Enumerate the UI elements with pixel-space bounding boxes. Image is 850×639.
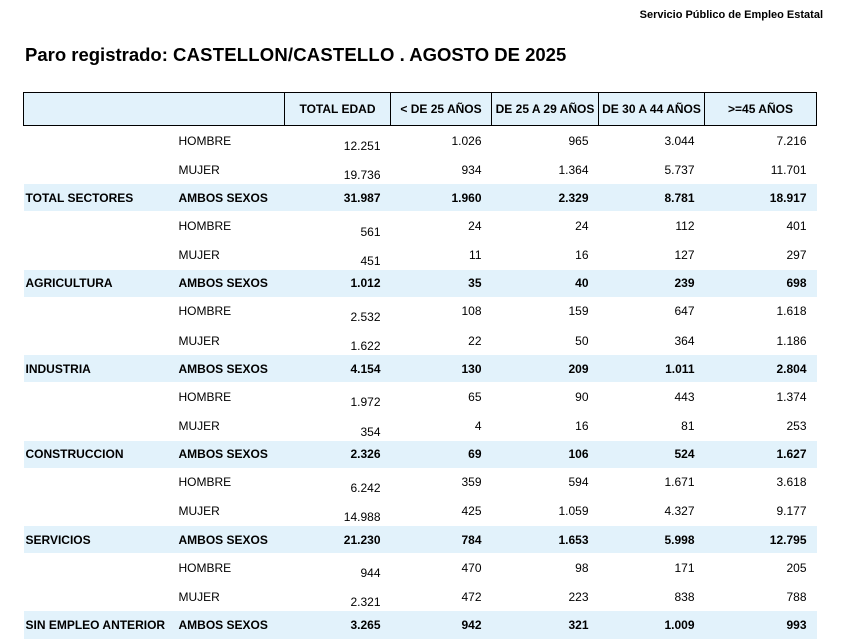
table-row — [24, 582, 817, 611]
cell-45-plus: 1.618 — [776, 304, 807, 319]
cell-25-29: 223 — [568, 589, 589, 604]
cell-30-44: 5.998 — [599, 526, 705, 553]
cell-25-29: 16 — [575, 248, 589, 263]
cell-under-25: 472 — [461, 589, 482, 604]
cell-under-25: 65 — [468, 389, 482, 404]
cell-total-edad: 354 — [360, 424, 381, 439]
cell-sex: HOMBRE — [178, 475, 232, 490]
cell-sex: HOMBRE — [178, 389, 232, 404]
cell-25-29: 98 — [575, 560, 589, 575]
cell-30-44: 647 — [674, 304, 695, 319]
cell-total-edad: 1.972 — [350, 395, 381, 410]
cell-30-44: 239 — [599, 270, 705, 297]
cell-under-25: 130 — [391, 355, 492, 382]
header-30-44: DE 30 A 44 AÑOS — [599, 93, 705, 126]
cell-sector — [24, 468, 175, 497]
cell-25-29: 965 — [568, 133, 589, 148]
cell-total-edad: 561 — [360, 224, 381, 239]
cell-30-44: 127 — [674, 248, 695, 263]
cell-30-44: 112 — [675, 218, 695, 233]
table-row — [24, 468, 817, 497]
cell-total-edad: 1.622 — [350, 339, 381, 354]
cell-sector: AGRICULTURA — [24, 270, 175, 297]
cell-total-edad: 2.321 — [350, 595, 381, 610]
cell-sex: AMBOS SEXOS — [175, 270, 285, 297]
header-total-edad: TOTAL EDAD — [285, 93, 391, 126]
cell-under-25: 1.026 — [451, 133, 482, 148]
cell-45-plus: 401 — [786, 218, 807, 233]
table-row — [24, 241, 817, 270]
cell-sex: MUJER — [178, 418, 220, 433]
cell-30-44: 1.671 — [664, 475, 695, 490]
cell-sector — [24, 155, 175, 184]
table-row-total — [24, 270, 817, 297]
cell-30-44: 3.044 — [664, 133, 695, 148]
cell-total-edad: 21.230 — [285, 526, 391, 553]
cell-25-29: 106 — [492, 441, 599, 468]
title-prefix: Paro registrado: — [25, 44, 174, 65]
cell-sector: INDUSTRIA — [24, 355, 175, 382]
cell-45-plus: 993 — [705, 611, 817, 638]
page-title — [25, 44, 566, 66]
table-row — [24, 553, 817, 582]
cell-total-edad: 6.242 — [350, 480, 381, 495]
cell-30-44: 5.737 — [664, 162, 695, 177]
cell-sex: AMBOS SEXOS — [175, 355, 285, 382]
cell-25-29: 90 — [575, 389, 589, 404]
cell-total-edad: 2.532 — [350, 309, 381, 324]
title-place: CASTELLON/CASTELLO — [173, 44, 395, 65]
cell-total-edad: 944 — [360, 566, 381, 581]
cell-30-44: 838 — [674, 589, 695, 604]
table-row — [24, 155, 817, 184]
table-row — [24, 126, 817, 156]
table-row — [24, 297, 817, 326]
cell-25-29: 40 — [492, 270, 599, 297]
cell-45-plus: 18.917 — [705, 184, 817, 211]
cell-under-25: 69 — [391, 441, 492, 468]
cell-45-plus: 1.186 — [776, 333, 807, 348]
header-sector — [24, 93, 175, 126]
cell-30-44: 364 — [674, 333, 695, 348]
cell-25-29: 24 — [575, 218, 589, 233]
cell-45-plus: 788 — [786, 589, 807, 604]
cell-total-edad: 12.251 — [343, 139, 381, 154]
cell-sector — [24, 326, 175, 355]
cell-25-29: 159 — [568, 304, 589, 319]
table-row-total — [24, 611, 817, 638]
cell-total-edad: 14.988 — [343, 509, 381, 524]
cell-total-edad: 4.154 — [285, 355, 391, 382]
table-body — [24, 126, 817, 639]
table-row-total — [24, 355, 817, 382]
cell-25-29: 321 — [492, 611, 599, 638]
cell-sex: MUJER — [178, 333, 220, 348]
cell-45-plus: 12.795 — [705, 526, 817, 553]
header-under-25: < DE 25 AÑOS — [391, 93, 492, 126]
header-25-29: DE 25 A 29 AÑOS — [492, 93, 599, 126]
cell-45-plus: 698 — [705, 270, 817, 297]
cell-sector: SIN EMPLEO ANTERIOR — [24, 611, 175, 638]
cell-total-edad: 451 — [360, 253, 381, 268]
cell-sector — [24, 297, 175, 326]
cell-total-edad: 1.012 — [285, 270, 391, 297]
cell-sector — [24, 411, 175, 440]
cell-total-edad: 19.736 — [343, 168, 381, 183]
cell-under-25: 4 — [474, 418, 482, 433]
cell-under-25: 470 — [461, 560, 482, 575]
cell-sector — [24, 241, 175, 270]
cell-45-plus: 2.804 — [705, 355, 817, 382]
cell-30-44: 1.009 — [599, 611, 705, 638]
cell-under-25: 1.960 — [391, 184, 492, 211]
cell-sex: HOMBRE — [178, 133, 232, 148]
cell-25-29: 1.364 — [558, 162, 589, 177]
table-row — [24, 211, 817, 240]
cell-under-25: 942 — [391, 611, 492, 638]
title-period: . AGOSTO DE 2025 — [394, 44, 567, 65]
cell-sector — [24, 126, 175, 156]
table-row — [24, 411, 817, 440]
cell-25-29: 209 — [492, 355, 599, 382]
cell-30-44: 81 — [681, 418, 695, 433]
cell-25-29: 2.329 — [492, 184, 599, 211]
header-sex — [175, 93, 285, 126]
cell-25-29: 1.059 — [558, 504, 589, 519]
cell-25-29: 594 — [568, 475, 589, 490]
cell-45-plus: 1.627 — [705, 441, 817, 468]
cell-30-44: 171 — [674, 560, 695, 575]
cell-total-edad: 2.326 — [285, 441, 391, 468]
cell-45-plus: 7.216 — [776, 133, 807, 148]
cell-sector — [24, 582, 175, 611]
cell-30-44: 524 — [599, 441, 705, 468]
table-row-total — [24, 526, 817, 553]
cell-total-edad: 3.265 — [285, 611, 391, 638]
cell-25-29: 1.653 — [492, 526, 599, 553]
cell-under-25: 108 — [461, 304, 482, 319]
cell-under-25: 35 — [391, 270, 492, 297]
cell-sex: MUJER — [178, 248, 220, 263]
cell-under-25: 934 — [461, 162, 482, 177]
cell-sector: TOTAL SECTORES — [24, 184, 175, 211]
cell-under-25: 359 — [461, 475, 482, 490]
cell-under-25: 425 — [461, 504, 482, 519]
cell-sex: MUJER — [178, 162, 220, 177]
cell-sector: CONSTRUCCION — [24, 441, 175, 468]
cell-sector: SERVICIOS — [24, 526, 175, 553]
cell-sex: MUJER — [178, 589, 220, 604]
table-row — [24, 382, 817, 411]
cell-sex: AMBOS SEXOS — [175, 441, 285, 468]
cell-45-plus: 9.177 — [776, 504, 807, 519]
cell-30-44: 4.327 — [664, 504, 695, 519]
table-row — [24, 326, 817, 355]
table-row-total — [24, 184, 817, 211]
cell-sex: HOMBRE — [178, 218, 232, 233]
cell-under-25: 784 — [391, 526, 492, 553]
cell-sex: AMBOS SEXOS — [175, 184, 285, 211]
cell-under-25: 24 — [468, 218, 482, 233]
cell-sector — [24, 553, 175, 582]
cell-sector — [24, 382, 175, 411]
cell-30-44: 8.781 — [599, 184, 705, 211]
cell-total-edad: 31.987 — [285, 184, 391, 211]
cell-sex: MUJER — [178, 504, 220, 519]
cell-sex: AMBOS SEXOS — [175, 526, 285, 553]
table-row — [24, 497, 817, 526]
cell-sector — [24, 497, 175, 526]
cell-sector — [24, 211, 175, 240]
cell-45-plus: 1.374 — [776, 389, 807, 404]
header-45-plus: >=45 AÑOS — [705, 93, 817, 126]
cell-25-29: 50 — [575, 333, 589, 348]
cell-25-29: 16 — [575, 418, 589, 433]
table-header-row — [24, 93, 817, 126]
cell-under-25: 22 — [468, 333, 482, 348]
table-row-total — [24, 441, 817, 468]
cell-sex: AMBOS SEXOS — [175, 611, 285, 638]
agency-name: Servicio Público de Empleo Estatal — [639, 9, 823, 21]
cell-under-25: 11 — [469, 248, 482, 263]
cell-sex: HOMBRE — [178, 560, 232, 575]
cell-30-44: 443 — [674, 389, 695, 404]
cell-45-plus: 3.618 — [776, 475, 807, 490]
cell-45-plus: 11.701 — [770, 162, 807, 177]
cell-45-plus: 205 — [786, 560, 807, 575]
cell-45-plus: 297 — [786, 248, 807, 263]
cell-45-plus: 253 — [786, 418, 807, 433]
cell-sex: HOMBRE — [178, 304, 232, 319]
cell-30-44: 1.011 — [599, 355, 705, 382]
unemployment-table — [23, 92, 817, 639]
